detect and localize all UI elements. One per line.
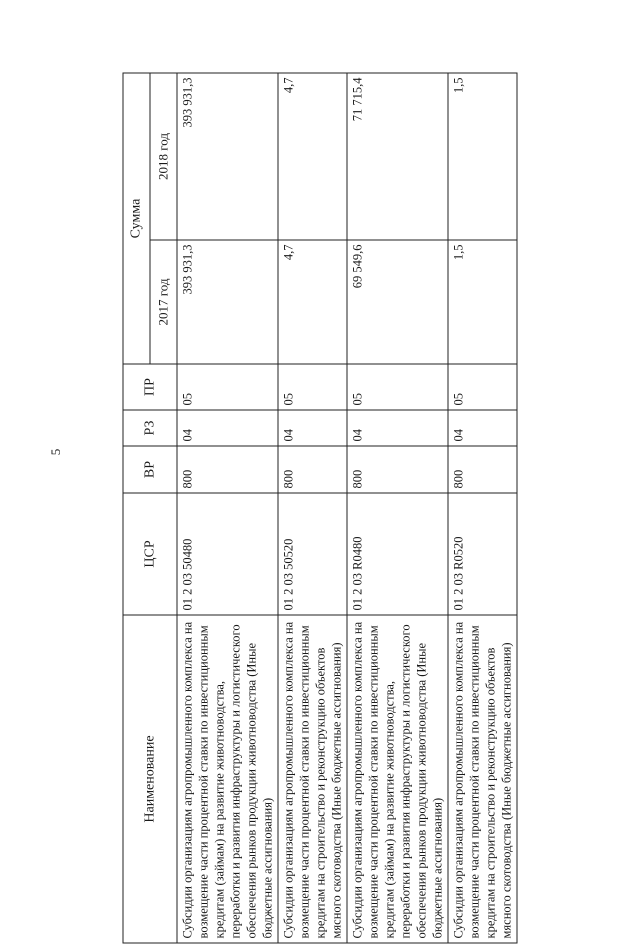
budget-table (123, 73, 518, 944)
header-name: Наименование (123, 615, 177, 943)
row-name: Субсидии организациям агропромышленного комплекса на возмещение части процентной ставки по инвестиционным кредитам (займам) на развитие животноводства, переработки и развития инфраструктуры и логистического обеспечения рынков продукции животноводства (Иные бюджетные ассигнования) (347, 615, 448, 943)
header-csr: ЦСР (123, 493, 177, 615)
row-sum-2018: 4,7 (278, 73, 347, 240)
row-vr: 800 (448, 446, 517, 493)
row-vr: 800 (347, 446, 448, 493)
header-pr: ПР (123, 364, 177, 410)
row-csr: 01 2 03 R0520 (448, 493, 517, 615)
row-sum-2018: 1,5 (448, 73, 517, 240)
row-sum-2017: 1,5 (448, 240, 517, 364)
row-vr: 800 (177, 446, 278, 493)
header-row (123, 73, 150, 943)
row-sum-2017: 69 549,6 (347, 240, 448, 364)
table-row (347, 73, 448, 943)
row-csr: 01 2 03 50520 (278, 493, 347, 615)
table-row (177, 73, 278, 943)
row-csr: 01 2 03 50480 (177, 493, 278, 615)
header-2017: 2017 год (150, 240, 177, 364)
row-csr: 01 2 03 R0480 (347, 493, 448, 615)
row-name: Субсидии организациям агропромышленного комплекса на возмещение части процентной ставки по инвестиционным кредитам (займам) на развитие животноводства, переработки и развития инфраструктуры и логистического обеспечения рынков продукции животноводства (Иные бюджетные ассигнования) (177, 615, 278, 943)
row-pr: 05 (177, 364, 278, 410)
row-sum-2018: 393 931,3 (177, 73, 278, 240)
header-sum: Сумма (123, 73, 150, 364)
row-pr: 05 (448, 364, 517, 410)
row-pr: 05 (278, 364, 347, 410)
row-name: Субсидии организациям агропромышленного комплекса на возмещение части процентной ставки по инвестиционным кредитам на строительство и реконструкцию объектов мясного скотоводства (Иные бюджетные ассигнования) (278, 615, 347, 943)
row-rz: 04 (448, 410, 517, 446)
row-sum-2017: 393 931,3 (177, 240, 278, 364)
row-name: Субсидии организациям агропромышленного комплекса на возмещение части процентной ставки по инвестиционным кредитам на строительство и реконструкцию объектов мясного скотоводства (Иные бюджетные ассигнования) (448, 615, 517, 943)
row-sum-2017: 4,7 (278, 240, 347, 364)
header-rz: РЗ (123, 410, 177, 446)
row-sum-2018: 71 715,4 (347, 73, 448, 240)
row-rz: 04 (347, 410, 448, 446)
row-rz: 04 (278, 410, 347, 446)
row-vr: 800 (278, 446, 347, 493)
header-2018: 2018 год (150, 73, 177, 240)
header-vr: ВР (123, 446, 177, 493)
row-rz: 04 (177, 410, 278, 446)
table-row (278, 73, 347, 943)
page-number: 5 (48, 448, 63, 456)
table-row (448, 73, 517, 943)
rotated-page (123, 73, 518, 944)
row-pr: 05 (347, 364, 448, 410)
